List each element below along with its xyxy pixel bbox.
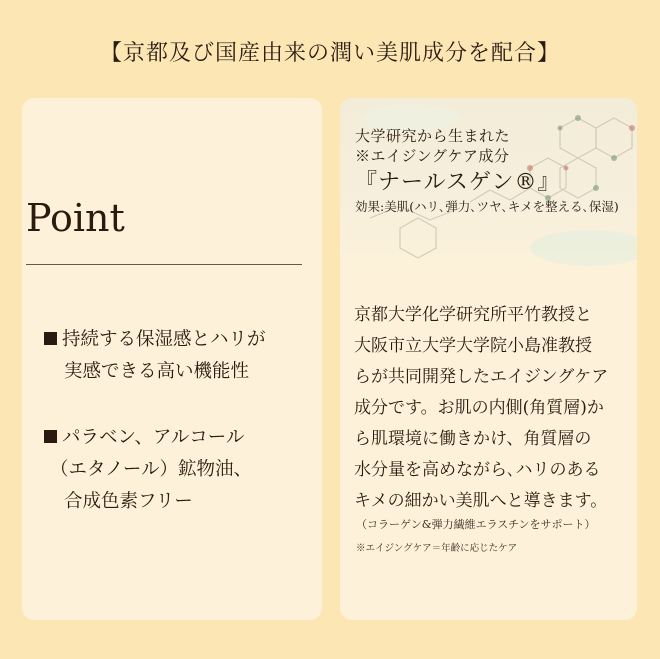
feature-text-line: 合成色素フリー	[64, 491, 193, 512]
ingredient-intro	[355, 126, 625, 216]
point-heading: Point	[26, 196, 125, 240]
square-bullet-icon	[44, 430, 57, 443]
effect-text: 効果:美肌(ハリ､弾力､ツヤ､キメを整える､保湿)	[355, 199, 619, 214]
feature-text-line: パラベン、アルコール	[62, 427, 245, 448]
description-line: ら肌環境に働きかけ、角質層の	[354, 429, 592, 449]
intro-line-aging-care: ※エイジングケア成分	[355, 147, 510, 165]
feature-text-line: 実感できる高い機能性	[64, 361, 250, 382]
aging-care-footnote: ※エイジングケア＝年齢に応じたケア	[356, 543, 518, 554]
page-header-title: 【京都及び国産由来の潤い美肌成分を配合】	[99, 41, 560, 66]
feature-item-moisture	[44, 324, 314, 388]
description-line: らが共同開発したエイジングケア	[354, 367, 609, 387]
description-line: 大阪市立大学大学院小島准教授	[354, 336, 592, 356]
feature-text-line: 持続する保湿感とハリが	[62, 329, 266, 350]
square-bullet-icon	[44, 332, 57, 345]
description-line: キメの細かい美肌へと導きます。	[354, 491, 608, 511]
feature-item-free-from	[44, 422, 314, 518]
product-name: 『ナールスゲン®』	[355, 170, 561, 195]
description-line: 水分量を高めながら､ハリのある	[354, 460, 601, 480]
support-note: （コラーゲン&弾力繊維エラスチンをサポート）	[356, 518, 596, 531]
feature-text-line: （エタノール）鉱物油、	[50, 459, 253, 480]
description-line: 京都大学化学研究所平竹教授と	[354, 305, 592, 325]
intro-line-research: 大学研究から生まれた	[355, 127, 511, 145]
point-divider	[26, 264, 302, 265]
description-line: 成分です。お肌の内側(角質層)か	[354, 398, 604, 418]
ingredient-description	[354, 300, 630, 517]
